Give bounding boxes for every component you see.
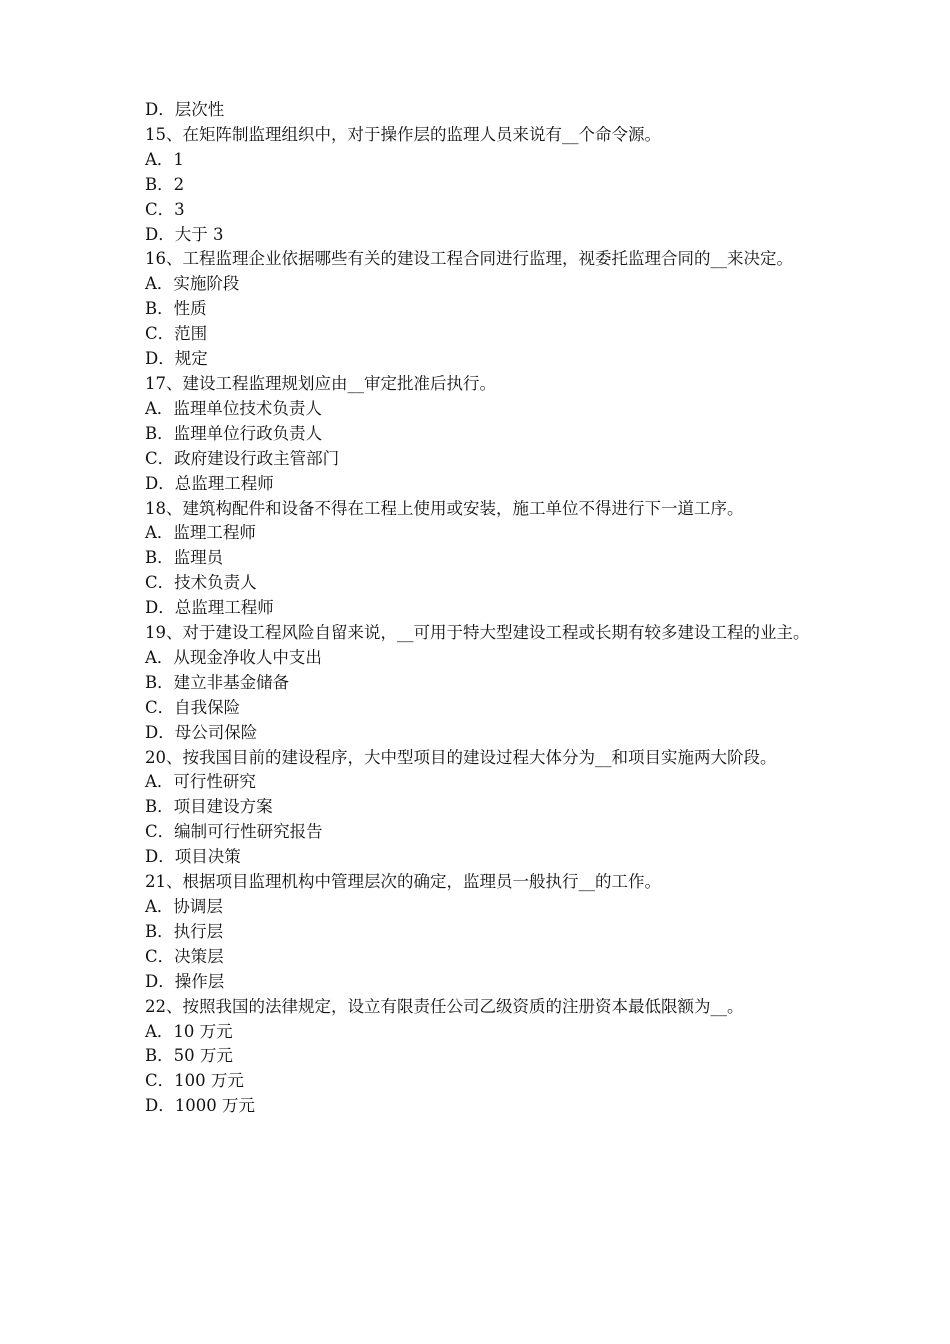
option-d: D．总监理工程师 xyxy=(145,473,274,493)
question-15 xyxy=(145,123,813,248)
question-stem: 17、建设工程监理规划应由__审定批准后执行。 xyxy=(145,373,496,393)
option-b: B．50 万元 xyxy=(145,1046,233,1066)
question-16 xyxy=(145,247,813,372)
option-b: B．执行层 xyxy=(145,921,224,941)
option-d: D．大于 3 xyxy=(145,224,224,244)
option-c: C．3 xyxy=(145,199,185,219)
option-c: C．自我保险 xyxy=(145,697,241,717)
option-c: C．技术负责人 xyxy=(145,573,257,593)
document-page xyxy=(145,98,813,1119)
option-a: A．从现金净收人中支出 xyxy=(145,647,322,667)
question-18 xyxy=(145,497,813,622)
option-b: B．建立非基金储备 xyxy=(145,672,290,692)
option-c: C．编制可行性研究报告 xyxy=(145,822,323,842)
option-b: B．项目建设方案 xyxy=(145,797,273,817)
option-a: A．10 万元 xyxy=(145,1021,233,1041)
option-c: C．100 万元 xyxy=(145,1071,244,1091)
question-stem: 22、按照我国的法律规定，设立有限责任公司乙级资质的注册资本最低限额为__。 xyxy=(145,996,744,1016)
question-22 xyxy=(145,995,813,1120)
option-d: D．母公司保险 xyxy=(145,722,258,742)
option-b: B．2 xyxy=(145,174,185,194)
question-17 xyxy=(145,372,813,497)
question-20 xyxy=(145,746,813,871)
option-b: B．监理员 xyxy=(145,548,224,568)
question-stem: 18、建筑构配件和设备不得在工程上使用或安装，施工单位不得进行下一道工序。 xyxy=(145,498,744,518)
option-a: A．协调层 xyxy=(145,897,223,916)
option-d: D．1000 万元 xyxy=(145,1096,255,1116)
question-19 xyxy=(145,621,813,746)
option-d: D．项目决策 xyxy=(145,847,241,867)
question-stem: 15、在矩阵制监理组织中，对于操作层的监理人员来说有__个命令源。 xyxy=(145,124,661,144)
option-a: A．可行性研究 xyxy=(145,772,256,792)
option-b: B．监理单位行政负责人 xyxy=(145,423,323,443)
question-21 xyxy=(145,870,813,995)
question-stem: 21、根据项目监理机构中管理层次的确定，监理员一般执行__的工作。 xyxy=(145,872,661,892)
question-stem: 20、按我国目前的建设程序，大中型项目的建设过程大体分为__和项目实施两大阶段。 xyxy=(145,747,777,767)
option-d: D．总监理工程师 xyxy=(145,598,274,618)
leading-option: D．层次性 xyxy=(145,100,225,119)
question-stem: 19、对于建设工程风险自留来说，__可用于特大型建设工程或长期有较多建设工程的业主。 xyxy=(145,623,810,643)
option-a: A．实施阶段 xyxy=(145,274,240,294)
option-b: B．性质 xyxy=(145,299,207,319)
option-d: D．操作层 xyxy=(145,971,225,991)
question-stem: 16、工程监理企业依据哪些有关的建设工程合同进行监理，视委托监理合同的__来决定。 xyxy=(145,249,793,269)
option-a: A．监理单位技术负责人 xyxy=(145,398,322,418)
option-c: C．范围 xyxy=(145,324,208,344)
option-d: D．规定 xyxy=(145,349,208,369)
option-c: C．政府建设行政主管部门 xyxy=(145,448,340,468)
option-a: A．监理工程师 xyxy=(145,523,256,543)
option-c: C．决策层 xyxy=(145,946,224,966)
option-a: A．1 xyxy=(145,149,184,169)
